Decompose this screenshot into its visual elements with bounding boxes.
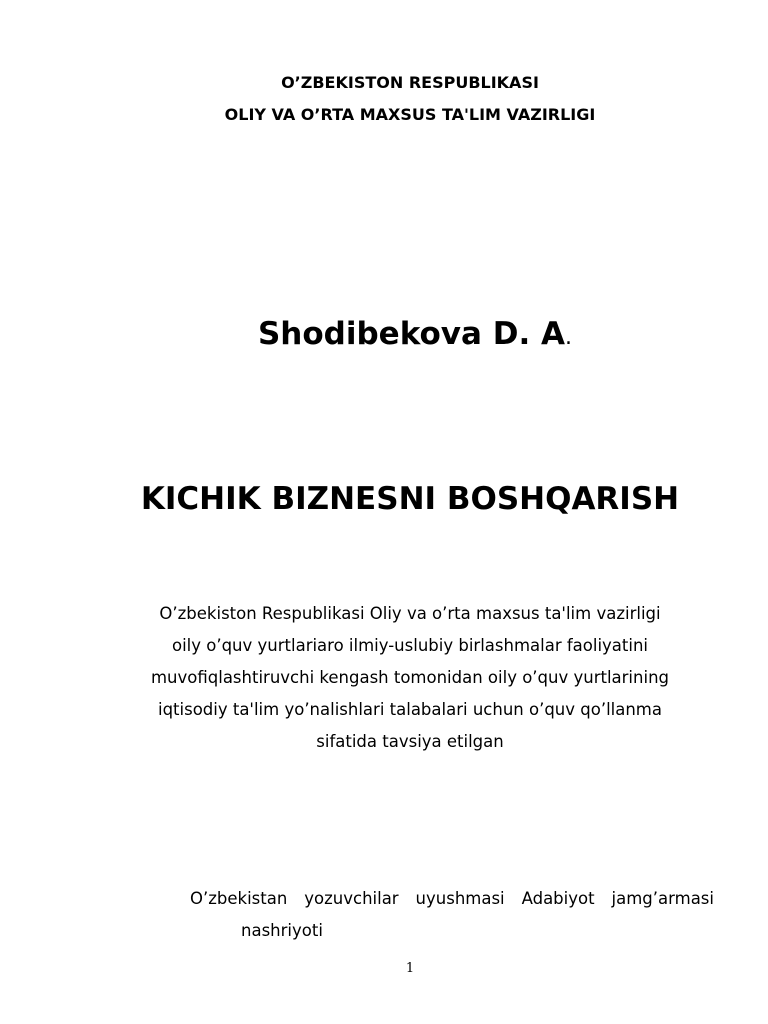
ministry-heading-line-1: O’ZBEKISTON RESPUBLIKASI [281, 73, 539, 92]
document-title: KICHIK BIZNESNI BOSHQARISH [140, 481, 680, 517]
publisher-line-1: O’zbekistan yozuvchilar uyushmasi Adabiyot jamg’armasi [190, 889, 714, 908]
author-name [0, 316, 768, 352]
page-number: 1 [405, 961, 415, 976]
recommendation-line: muvofiqlashtiruvchi kengash tomonidan oily o’quv yurtlarining [150, 668, 669, 687]
author-name-dot: . [565, 325, 573, 350]
author-name-text: Shodibekova D. A [257, 316, 566, 352]
publisher-line-2: nashriyoti [241, 921, 323, 940]
recommendation-line: O’zbekiston Respublikasi Oliy va o’rta maxsus ta'lim vazirligi [159, 604, 661, 623]
ministry-heading-line-2: OLIY VA O’RTA MAXSUS TA'LIM VAZIRLIGI [224, 105, 596, 124]
recommendation-line: oily o’quv yurtlariaro ilmiy-uslubiy birlashmalar faoliyatini [171, 636, 649, 655]
recommendation-line: iqtisodiy ta'lim yo’nalishlari talabalari uchun o’quv qo’llanma [157, 700, 662, 719]
recommendation-line: sifatida tavsiya etilgan [316, 732, 504, 751]
